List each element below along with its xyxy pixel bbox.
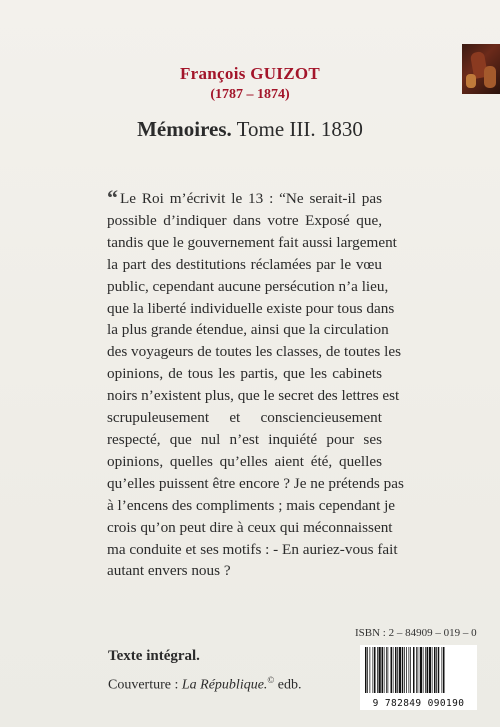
- excerpt-line: [107, 385, 400, 407]
- open-quote-mark: “: [107, 185, 118, 210]
- excerpt-line-text: scrupuleusement et consciencieusement: [107, 409, 382, 427]
- barcode-bar: [370, 647, 371, 693]
- excerpt-line-text: respecté, que nul n’est inquiété pour ses: [107, 430, 382, 448]
- excerpt-line-text: qu’elles puissent être encore ? Je ne prétends pas: [107, 474, 404, 492]
- copyright-mark: ©: [267, 675, 275, 685]
- barcode-bar: [384, 647, 385, 693]
- author-name: [0, 64, 500, 84]
- excerpt-line: [107, 210, 382, 232]
- excerpt-line-text: tandis que le gouvernement fait aussi largement: [107, 233, 397, 251]
- excerpt-line-text: noirs n’existent plus, que le secret des lettres est: [107, 387, 400, 405]
- excerpt-line-text: public, cependant aucune persécution n’a lieu,: [107, 277, 389, 295]
- excerpt-line: [107, 341, 401, 363]
- excerpt-line: [107, 276, 389, 298]
- barcode-bar: [402, 647, 404, 693]
- cover-title: La République.: [181, 677, 268, 693]
- cover-publisher: edb.: [277, 677, 302, 693]
- barcode-bar: [386, 647, 387, 693]
- barcode-bar: [391, 647, 393, 693]
- barcode-bar: [429, 647, 431, 693]
- excerpt-line-text: Le Roi m’écrivit le 13 : “Ne serait-il pas: [120, 190, 382, 207]
- excerpt-line-text: que la liberté individuelle existe pour tous dans: [107, 299, 395, 317]
- barcode-digits: 9 782849 090190: [372, 698, 465, 709]
- isbn-label: ISBN : 2 – 84909 – 019 – 0: [355, 627, 477, 639]
- excerpt-line-text: opinions, quelles qu’elles aient été, quelles: [107, 452, 382, 470]
- barcode-bar: [406, 647, 407, 693]
- barcode-bar: [434, 647, 436, 693]
- barcode-bar: [382, 647, 384, 693]
- barcode-bar: [367, 647, 368, 693]
- barcode-bar: [418, 647, 419, 693]
- barcode-bar: [379, 647, 381, 693]
- barcode-bar: [443, 647, 445, 693]
- excerpt-line: [107, 254, 382, 276]
- barcode-bar: [420, 647, 422, 693]
- barcode-bar: [432, 647, 433, 693]
- excerpt-line: [107, 319, 389, 341]
- barcode-bar: [442, 647, 443, 693]
- barcode-bar: [413, 647, 415, 693]
- excerpt-line: [107, 473, 404, 495]
- cover-credit: [108, 675, 301, 694]
- excerpt-line-text: crois qu’on peut dire à ceux qui méconnaissent: [107, 518, 393, 536]
- excerpt-line-text: des voyageurs de toutes les classes, de toutes les: [107, 343, 401, 361]
- excerpt-line: [107, 298, 395, 320]
- excerpt-line: [107, 429, 382, 451]
- barcode-bar: [374, 647, 376, 693]
- barcode-bar: [388, 647, 389, 693]
- barcode-bar: [393, 647, 394, 693]
- excerpt-line-text: autant envers nous ?: [107, 562, 231, 580]
- excerpt-line: [107, 539, 398, 561]
- excerpt-line: [107, 560, 382, 582]
- excerpt-line: [107, 407, 382, 429]
- barcode-bar: [438, 647, 440, 693]
- excerpt-line-text: la plus grande étendue, ainsi que la circulation: [107, 321, 389, 339]
- barcode-bar: [436, 647, 437, 693]
- excerpt-line-text: opinions, de tous les partis, que les cabinets: [107, 365, 382, 383]
- barcode-bars: [363, 647, 474, 695]
- isbn-barcode: [360, 645, 477, 710]
- author-dates: (1787 – 1874): [210, 87, 290, 102]
- barcode-bar: [404, 647, 405, 693]
- barcode-bar: [427, 647, 429, 693]
- title-volume: Tome III. 1830: [236, 117, 363, 141]
- barcode-bar: [397, 647, 398, 693]
- cover-label: Couverture :: [108, 677, 179, 693]
- excerpt-line-text: la part des destitutions réclamées par le vœu: [107, 255, 382, 273]
- excerpt-line: [107, 232, 397, 254]
- title-main: Mémoires.: [137, 117, 232, 141]
- barcode-bar: [410, 647, 411, 693]
- excerpt-line-text: ma conduite et ses motifs : - En auriez-vous fait: [107, 540, 398, 558]
- excerpt-line: [107, 187, 382, 210]
- excerpt-quote: [107, 185, 404, 582]
- excerpt-line-text: possible d’indiquer dans votre Exposé que,: [107, 211, 382, 229]
- barcode-bar: [377, 647, 378, 693]
- barcode-bar: [425, 647, 426, 693]
- barcode-bar: [423, 647, 424, 693]
- integral-text-note: Texte intégral.: [108, 648, 200, 664]
- book-title: [0, 117, 500, 142]
- author-first-name: François: [179, 64, 246, 83]
- barcode-bar: [395, 647, 397, 693]
- barcode-bar: [399, 647, 401, 693]
- excerpt-line-text: à l’encens des compliments ; mais cependant je: [107, 496, 396, 514]
- excerpt-line: [107, 517, 393, 539]
- barcode-bar: [365, 647, 367, 693]
- barcode-bar: [416, 647, 417, 693]
- excerpt-line: [107, 363, 382, 385]
- barcode-bar: [373, 647, 374, 693]
- author-last-name: GUIZOT: [250, 64, 321, 83]
- excerpt-line: [107, 451, 382, 473]
- barcode-bar: [409, 647, 410, 693]
- excerpt-line: [107, 495, 396, 517]
